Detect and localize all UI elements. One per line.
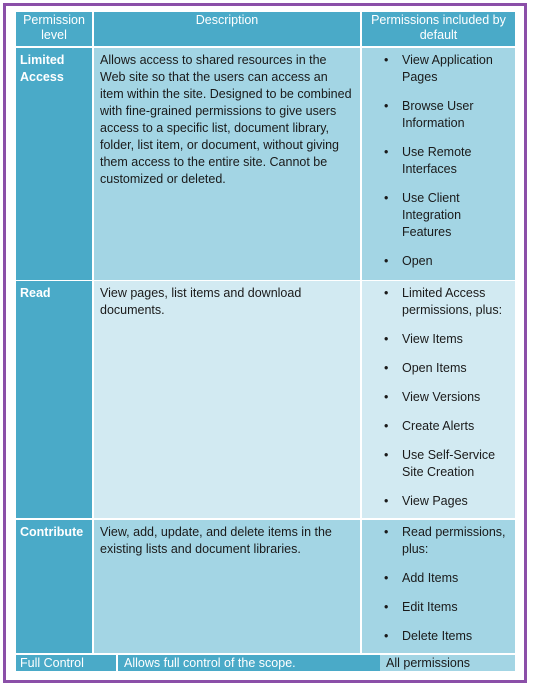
- description-full-control: [118, 655, 380, 671]
- list-item: • Use Remote Interfaces: [366, 144, 509, 178]
- level-contribute: [16, 520, 92, 653]
- description-contribute: [94, 520, 360, 653]
- level-label: Full Control: [20, 656, 84, 670]
- description-read: [94, 281, 360, 518]
- list-item: • Use Self-Service Site Creation: [366, 447, 509, 481]
- list-item: • View Items: [366, 331, 509, 348]
- level-label: Contribute: [20, 525, 84, 539]
- list-item: • Open: [366, 253, 509, 270]
- description-text: View, add, update, and delete items in the existing lists and document libraries.: [100, 525, 332, 556]
- description-text: View pages, list items and download documents.: [100, 286, 302, 317]
- list-item: • Delete Items: [366, 628, 509, 645]
- permissions-contribute: [362, 520, 515, 653]
- header-description: [94, 12, 360, 46]
- level-label: Read: [20, 286, 51, 300]
- level-limited-access: [16, 48, 92, 280]
- description-text: Allows access to shared resources in the Web site so that the users can access an item within the site. Designed to be combined with fine-grained permissions to give users access to a specific list, document library, folder, list item, or document, without giving them access to the entire site. Cannot be customized or deleted.: [100, 53, 352, 186]
- list-item: • Add Items: [366, 570, 509, 587]
- list-item: • View Application Pages: [366, 52, 509, 86]
- header-level-text: Permission level: [23, 13, 85, 42]
- list-item: • View Versions: [366, 389, 509, 406]
- description-limited-access: [94, 48, 360, 280]
- description-text: Allows full control of the scope.: [124, 656, 296, 670]
- header-permission-level: [16, 12, 92, 46]
- list-item: • Browse User Information: [366, 98, 509, 132]
- header-description-text: Description: [195, 13, 259, 27]
- list-item: • Limited Access permissions, plus:: [366, 285, 509, 319]
- list-item: • Open Items: [366, 360, 509, 377]
- level-full-control: [16, 655, 116, 671]
- permissions-list: [366, 524, 509, 645]
- list-item: • Read permissions, plus:: [366, 524, 509, 558]
- permissions-list: [366, 285, 509, 510]
- header-permissions-text: Permissions included by default: [371, 13, 506, 42]
- list-item: • Use Client Integration Features: [366, 190, 509, 241]
- permissions-read: [362, 281, 515, 518]
- header-permissions: [362, 12, 515, 46]
- list-item: • Create Alerts: [366, 418, 509, 435]
- level-label: Limited Access: [20, 53, 65, 84]
- level-read: [16, 281, 92, 518]
- permission-text: All permissions: [386, 656, 471, 670]
- list-item: • Edit Items: [366, 599, 509, 616]
- permissions-list: [366, 52, 509, 270]
- permissions-limited-access: [362, 48, 515, 280]
- permissions-full-control: [380, 655, 515, 671]
- list-item: • View Pages: [366, 493, 509, 510]
